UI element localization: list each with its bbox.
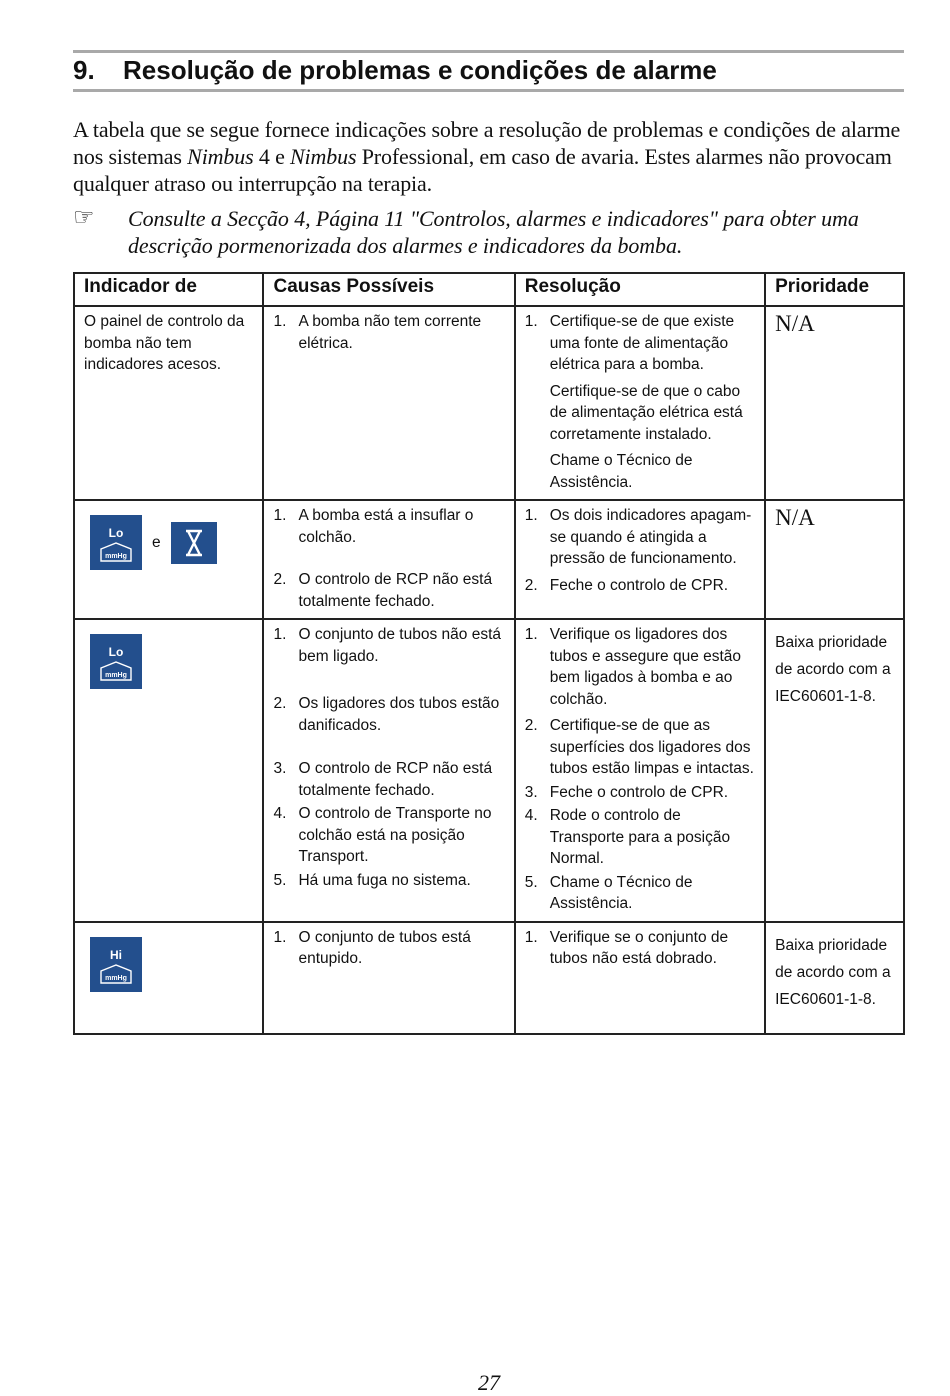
list-item: 1. A bomba não tem corrente elétrica. bbox=[273, 313, 482, 352]
low-pressure-alarm-icon: Lo mmHg bbox=[90, 515, 142, 570]
heading-bottom-rule bbox=[73, 89, 904, 92]
list-item: 2. Os ligadores dos tubos estão danificados. bbox=[273, 695, 500, 734]
svg-text:mmHg: mmHg bbox=[105, 974, 127, 982]
troubleshooting-table bbox=[73, 272, 905, 1035]
resolution-extra: Chame o Técnico de Assistência. bbox=[549, 452, 693, 491]
priority-value: N/A bbox=[775, 505, 815, 530]
list-item: 1. Verifique os ligadores dos tubos e assegure que estão bem ligados à bomba e ao colchão. bbox=[524, 626, 742, 708]
priority-cell bbox=[765, 619, 904, 922]
causes-cell bbox=[263, 922, 514, 1034]
list-item: 2. Certifique-se de que as superfícies dos ligadores dos tubos estão limpas e intactas. bbox=[524, 717, 754, 777]
section-heading bbox=[73, 54, 717, 86]
list-item: 1. A bomba está a insuflar o colchão. bbox=[273, 507, 474, 546]
resolution-cell bbox=[515, 306, 765, 500]
section-title: Resolução de problemas e condições de alarme bbox=[123, 55, 717, 85]
table-row bbox=[74, 306, 904, 500]
and-connector: e bbox=[152, 533, 161, 551]
list-item: 1. Certifique-se de que existe uma fonte de alimentação elétrica para a bomba. bbox=[524, 313, 735, 373]
list-item: 5. Chame o Técnico de Assistência. bbox=[524, 873, 693, 912]
priority-cell bbox=[765, 922, 904, 1034]
table-row bbox=[74, 922, 904, 1034]
list-item: 1. Os dois indicadores apagam-se quando é atingida a pressão de funcionamento. bbox=[524, 507, 752, 567]
header-priority: Prioridade bbox=[765, 273, 904, 306]
note-text: Consulte a Secção 4, Página 11 "Controlos, alarmes e indicadores" para obter uma descrição pormenorizada dos alarmes e indicadores da bomba. bbox=[128, 206, 859, 258]
list-item: 3. O controlo de RCP não está totalmente fechado. bbox=[273, 760, 493, 799]
brand-name: Nimbus bbox=[290, 144, 357, 169]
list-item: 2. Feche o controlo de CPR. bbox=[524, 576, 729, 594]
pointing-hand-icon: ☞ bbox=[73, 205, 95, 231]
hourglass-icon bbox=[171, 522, 217, 564]
header-causes: Causas Possíveis bbox=[263, 273, 514, 306]
table-header-row bbox=[74, 273, 904, 306]
list-item: 4. Rode o controlo de Transporte para a posição Normal. bbox=[524, 807, 731, 867]
table-row bbox=[74, 500, 904, 619]
header-resolution: Resolução bbox=[515, 273, 765, 306]
page-number: 27 bbox=[478, 1370, 500, 1395]
list-item: 3. Feche o controlo de CPR. bbox=[524, 783, 729, 801]
intro-text-3: Professional, em caso de avaria. Estes alarmes não provocam qualquer atraso ou interrupção na terapia. bbox=[73, 144, 892, 196]
indicator-cell bbox=[74, 500, 263, 619]
header-indicator: Indicador de bbox=[74, 273, 263, 306]
reference-note bbox=[73, 205, 908, 259]
high-pressure-alarm-icon: Hi mmHg bbox=[90, 937, 142, 992]
list-item: 2. O controlo de RCP não está totalmente fechado. bbox=[273, 571, 493, 610]
list-item: 5. Há uma fuga no sistema. bbox=[273, 871, 471, 889]
indicator-cell: O painel de controlo da bomba não tem indicadores acesos. bbox=[74, 306, 263, 500]
priority-cell bbox=[765, 500, 904, 619]
resolution-cell bbox=[515, 619, 765, 922]
table-row bbox=[74, 619, 904, 922]
brand-name: Nimbus bbox=[187, 144, 254, 169]
resolution-cell bbox=[515, 500, 765, 619]
section-number: 9. bbox=[73, 55, 95, 85]
indicator-cell bbox=[74, 922, 263, 1034]
list-item: 1. O conjunto de tubos não está bem ligado. bbox=[273, 626, 501, 665]
intro-paragraph bbox=[73, 116, 908, 197]
priority-cell bbox=[765, 306, 904, 500]
priority-value: Baixa prioridade de acordo com a IEC60601-1-8. bbox=[775, 634, 891, 705]
priority-value: Baixa prioridade de acordo com a IEC60601-1-8. bbox=[775, 936, 891, 1008]
svg-text:mmHg: mmHg bbox=[105, 553, 127, 560]
indicator-cell bbox=[74, 619, 263, 922]
list-item: 4. O controlo de Transporte no colchão está na posição Transport. bbox=[273, 805, 492, 865]
list-item: 1. Verifique se o conjunto de tubos não está dobrado. bbox=[524, 928, 729, 967]
svg-text:mmHg: mmHg bbox=[105, 672, 127, 679]
causes-cell bbox=[263, 500, 514, 619]
causes-cell bbox=[263, 619, 514, 922]
intro-text-2: 4 e bbox=[253, 144, 291, 169]
list-item: 1. O conjunto de tubos está entupido. bbox=[273, 928, 471, 967]
resolution-extra: Certifique-se de que o cabo de alimentação elétrica está corretamente instalado. bbox=[549, 382, 743, 443]
low-pressure-alarm-icon: Lo mmHg bbox=[90, 634, 142, 689]
resolution-cell bbox=[515, 922, 765, 1034]
causes-cell bbox=[263, 306, 514, 500]
priority-value: N/A bbox=[775, 311, 815, 336]
intro-text-1: A tabela que se segue fornece indicações sobre a resolução de problemas e condições de alarme nos sistemas bbox=[73, 117, 901, 169]
heading-top-rule bbox=[73, 50, 904, 53]
